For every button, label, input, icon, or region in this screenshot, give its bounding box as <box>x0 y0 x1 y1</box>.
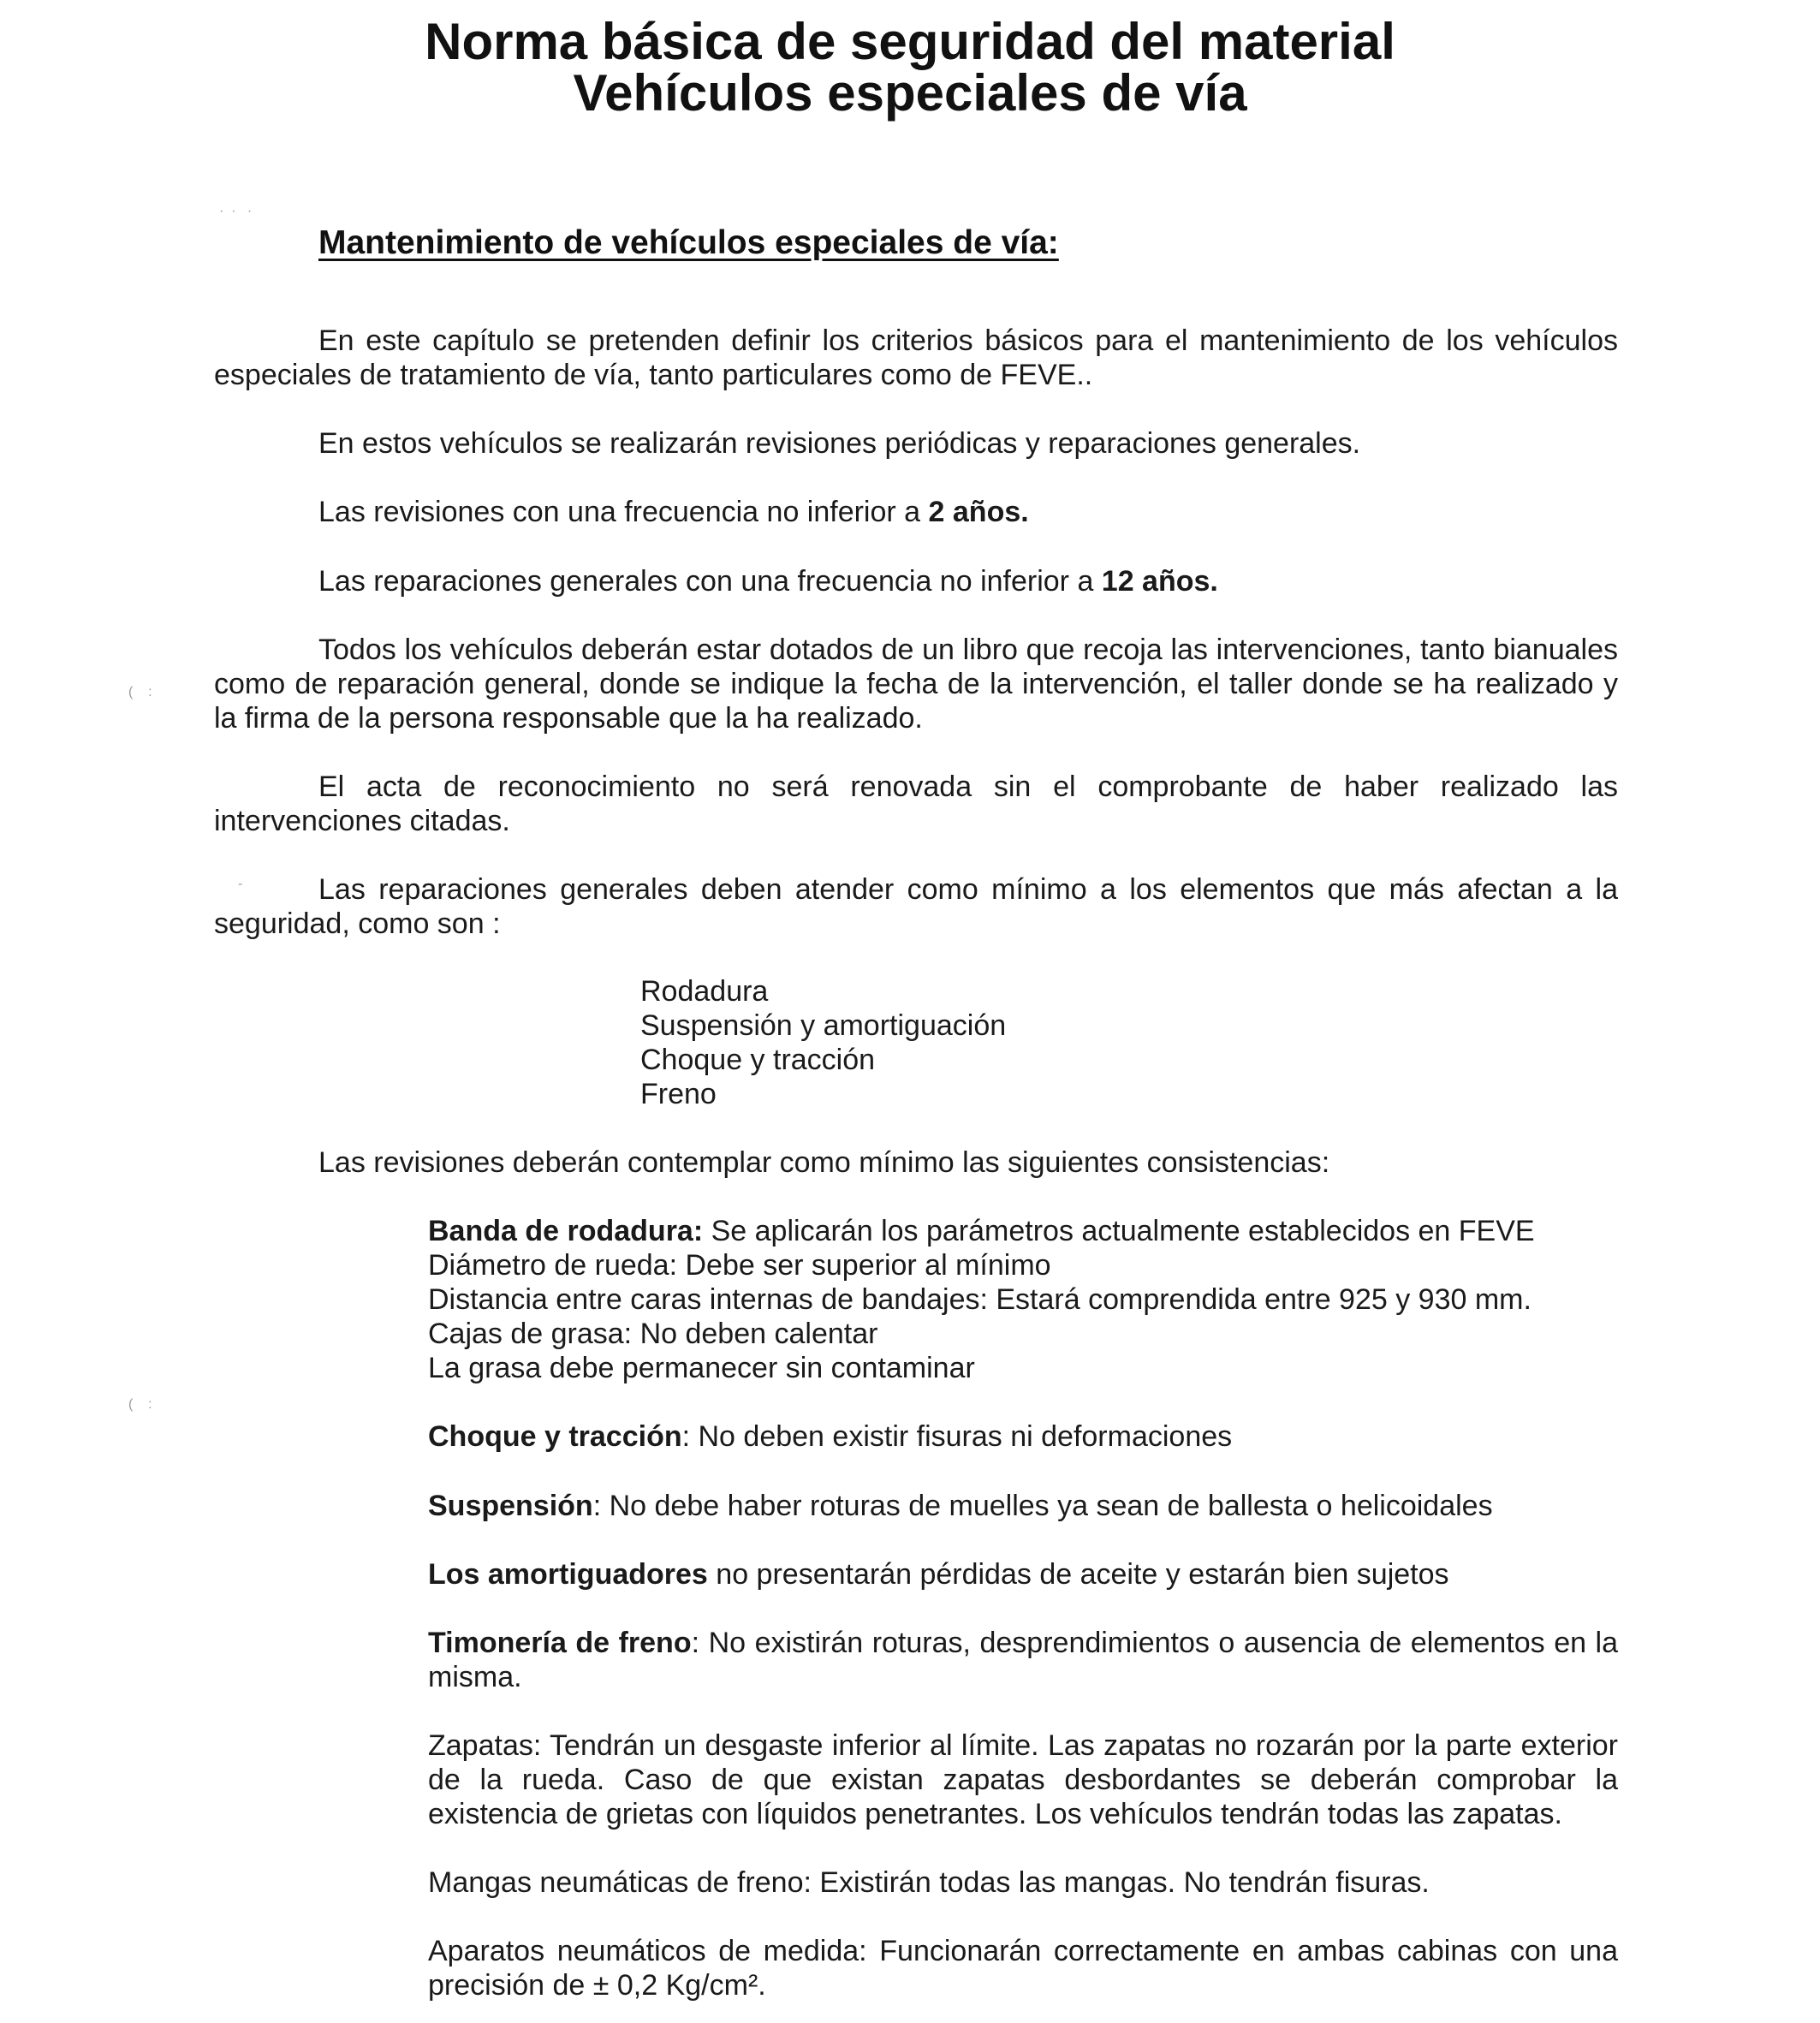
list-item: Suspensión y amortiguación <box>640 1009 1007 1042</box>
check-brake-hoses: Mangas neumáticas de freno: Existirán todas las mangas. No tendrán fisuras. <box>428 1866 1430 1899</box>
check-line: Distancia entre caras internas de bandajes: Estará comprendida entre 925 y 930 mm. <box>428 1283 1532 1316</box>
paragraph-logbook: Todos los vehículos deberán estar dotados de un libro que recoja las intervenciones, tanto bianuales como de reparación general, donde se indique la fecha de la intervención, el taller donde se ha realizado y la firma de la persona responsable que la ha realizado. <box>214 634 1618 735</box>
check-text: : No existirán roturas, desprendimientos o ausencia de elementos en la misma. <box>428 1627 1619 1693</box>
list-item: Freno <box>640 1078 717 1110</box>
check-brake-rigging <box>428 1626 1618 1694</box>
frequency-repairs-text: Las reparaciones generales con una frecuencia no inferior a <box>318 565 1102 598</box>
frequency-revisions-value: 2 años. <box>928 496 1029 528</box>
check-label: Timonería de freno <box>428 1627 692 1659</box>
check-text: Se aplicarán los parámetros actualmente establecidos en FEVE <box>703 1215 1535 1247</box>
document-title-line-2: Vehículos especiales de vía <box>573 64 1247 122</box>
check-brake-shoes: Zapatas: Tendrán un desgaste inferior al límite. Las zapatas no rozarán por la parte exterior de la rueda. Caso de que existan zapatas desbordantes se deberán comprobar la existencia de grietas con líquidos penetrantes. Los vehículos tendrán todas las zapatas. <box>428 1729 1618 1830</box>
check-text: : No debe haber roturas de muelles ya sean de ballesta o helicoidales <box>592 1490 1493 1522</box>
check-text: : No deben existir fisuras ni deformaciones <box>681 1420 1233 1453</box>
frequency-revisions-text: Las revisiones con una frecuencia no inferior a <box>318 496 929 528</box>
check-label: Banda de rodadura: <box>428 1215 704 1247</box>
check-label: Los amortiguadores <box>428 1558 708 1591</box>
check-rolling-line <box>428 1214 1618 1248</box>
check-text: no presentarán pérdidas de aceite y estarán bien sujetos <box>707 1558 1449 1591</box>
paragraph-certificate: El acta de reconocimiento no será renovada sin el comprobante de haber realizado las intervenciones citadas. <box>214 771 1618 837</box>
check-label: Suspensión <box>428 1490 593 1522</box>
paragraph-frequency-revisions <box>318 495 1029 529</box>
check-label: Choque y tracción <box>428 1420 682 1453</box>
check-coupling <box>428 1419 1618 1454</box>
list-item: Choque y tracción <box>640 1044 876 1076</box>
check-pressure-gauges: Aparatos neumáticos de medida: Funcionarán correctamente en ambas cabinas con una precisión de ± 0,2 Kg/cm². <box>428 1935 1618 2002</box>
document-title-line-1: Norma básica de seguridad del material <box>425 13 1395 70</box>
paragraph-revisions-general: En estos vehículos se realizarán revisiones periódicas y reparaciones generales. <box>318 427 1361 460</box>
safety-elements-list <box>640 974 1006 1111</box>
paragraph-intro: En este capítulo se pretenden definir los criterios básicos para el mantenimiento de los vehículos especiales de tratamiento de vía, tanto particulares como de FEVE.. <box>214 324 1618 391</box>
paragraph-frequency-repairs <box>318 564 1218 598</box>
section-heading: Mantenimiento de vehículos especiales de vía: <box>318 224 1059 261</box>
paragraph-repairs-scope: Las reparaciones generales deben atender como mínimo a los elementos que más afectan a la seguridad, como son : <box>214 873 1618 940</box>
frequency-repairs-value: 12 años. <box>1101 565 1218 598</box>
paragraph-revisions-scope: Las revisiones deberán contemplar como mínimo las siguientes consistencias: <box>318 1146 1330 1179</box>
check-dampers <box>428 1557 1618 1592</box>
list-item: Rodadura <box>640 975 769 1008</box>
check-suspension <box>428 1489 1618 1523</box>
check-line: La grasa debe permanecer sin contaminar <box>428 1352 975 1384</box>
check-rolling <box>428 1214 1618 1385</box>
check-line: Diámetro de rueda: Debe ser superior al mínimo <box>428 1249 1051 1282</box>
scan-mark: · · · <box>219 204 253 218</box>
scan-mark: ( : <box>128 685 152 699</box>
scan-mark: - <box>238 877 243 891</box>
scan-mark: ( : <box>128 1397 152 1412</box>
check-line: Cajas de grasa: No deben calentar <box>428 1318 878 1350</box>
